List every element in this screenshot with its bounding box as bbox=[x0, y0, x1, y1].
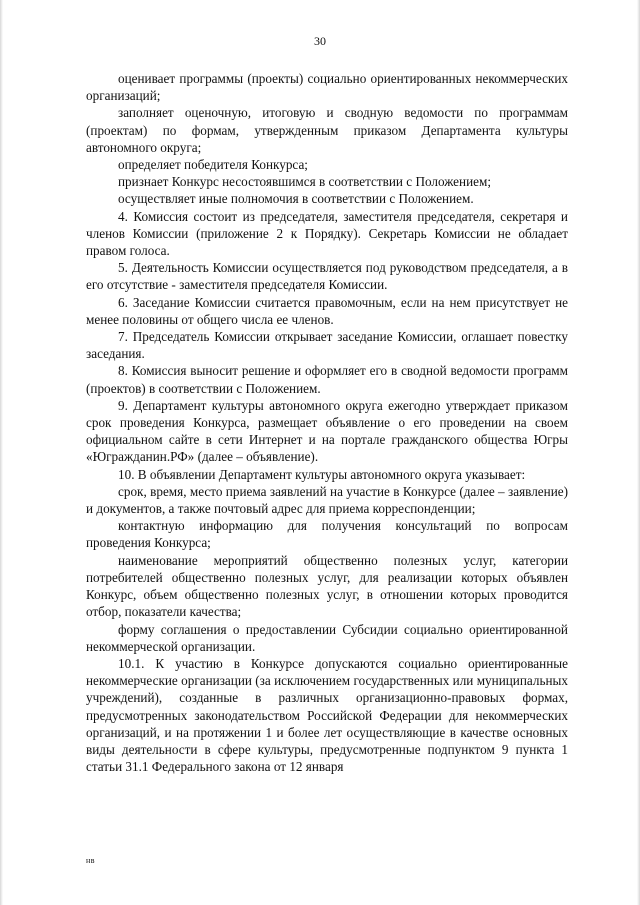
paragraph: 9. Департамент культуры автономного округа ежегодно утверждает приказом срок проведения Конкурса, размещает объявление о его проведении на своем официальном сайте в сети Интернет и на портале гражданского общества Югры «Югражданин.РФ» (далее – объявление). bbox=[86, 397, 568, 465]
paragraph: форму соглашения о предоставлении Субсидии социально ориентированной некоммерческой организации. bbox=[86, 621, 568, 654]
document-body bbox=[86, 70, 568, 775]
scan-edge-left bbox=[0, 0, 3, 905]
paragraph: 7. Председатель Комиссии открывает заседание Комиссии, оглашает повестку заседания. bbox=[86, 329, 568, 362]
footer-code: нв bbox=[86, 856, 96, 865]
paragraph: 5. Деятельность Комиссии осуществляется под руководством председателя, а в его отсутствие - заместителя председателя Комиссии. bbox=[86, 260, 568, 293]
paragraph: 10. В объявлении Департамент культуры автономного округа указывает: bbox=[118, 466, 526, 482]
paragraph: определяет победителя Конкурса; bbox=[118, 157, 308, 173]
paragraph: 10.1. К участию в Конкурсе допускаются социально ориентированные некоммерческие организации (за исключением государственных или муниципальных учреждений), созданные в различных организационно-правовых формах, предусмотренных законодательством Российской Федерации для некоммерческих организаций, и на протяжении 1 и более лет осуществляющие в качестве основных виды деятельности в сфере культуры, предусмотренные подпунктом 9 пункта 1 статьи 31.1 Федерального закона от 12 января bbox=[86, 655, 568, 775]
paragraph: заполняет оценочную, итоговую и сводную ведомости по программам (проектам) по формам, утвержденным приказом Департамента культуры автономного округа; bbox=[86, 105, 568, 155]
paragraph: осуществляет иные полномочия в соответствии с Положением. bbox=[118, 191, 474, 207]
paragraph: 4. Комиссия состоит из председателя, заместителя председателя, секретаря и членов Комиссии (приложение 2 к Порядку). Секретарь Комиссии не обладает правом голоса. bbox=[86, 208, 568, 259]
paragraph: контактную информацию для получения консультаций по вопросам проведения Конкурса; bbox=[86, 518, 568, 551]
paragraph: срок, время, место приема заявлений на участие в Конкурсе (далее – заявление) и документов, а также почтовый адрес для приема корреспонденции; bbox=[86, 483, 568, 517]
paragraph: оценивает программы (проекты) социально ориентированных некоммерческих организаций; bbox=[86, 71, 568, 104]
paragraph: наименование мероприятий общественно полезных услуг, категории потребителей общественно полезных услуг, для реализации которых объявлен Конкурс, объем общественно полезных услуг, в отношении которых проводится отбор, показатели качества; bbox=[86, 552, 568, 620]
paragraph: 8. Комиссия выносит решение и оформляет его в сводной ведомости программ (проектов) в соответствии с Положением. bbox=[86, 363, 568, 396]
paragraph: признает Конкурс несостоявшимся в соответствии с Положением; bbox=[118, 174, 491, 190]
page-number: 30 bbox=[314, 34, 326, 48]
paragraph: 6. Заседание Комиссии считается правомочным, если на нем присутствует не менее половины от общего числа ее членов. bbox=[86, 294, 568, 327]
